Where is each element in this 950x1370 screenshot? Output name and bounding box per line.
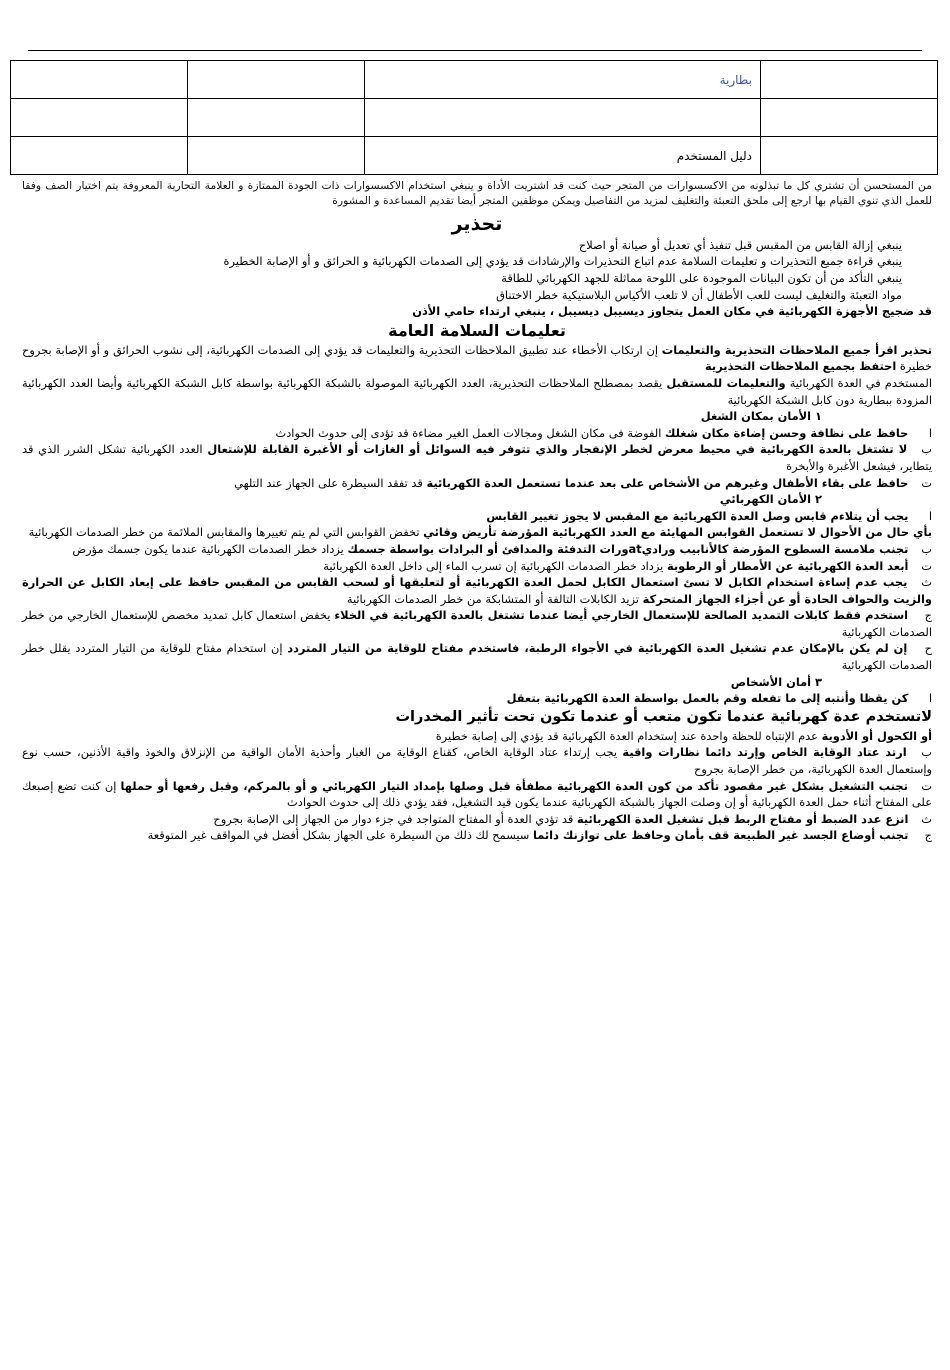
section-heading-workplace: ١ الأمان بمكان الشغل xyxy=(700,409,822,424)
warning-title: تحذير xyxy=(451,212,503,235)
list-item: ب لا تشتغل بالعدة الكهربائية في محيط معرض لخطر الإنفجار والذي تتوفر فيه السوائل أو الغازات أو الأغبرة القابلة للإشتعال العدد الكهربائية تشكل الشرر الذي قد يتطاير، فيشعل الأغبرة والأبخرة xyxy=(22,442,932,473)
warning-item: ينبغي قراءة جميع التحذيرات و تعليمات السلامة عدم اتباع التحذيرات والإرشادات قد يؤدي إلى الصدمات الكهربائية و الحرائق و أو الإصابة الخطيرة xyxy=(223,254,902,269)
list-item: ا كن يقظا وأنتبه إلى ما تفعله وقم بالعمل بواسطة العدة الكهربائية بتعقل xyxy=(506,691,932,706)
warning-item: ينبغي إزالة القابس من المقبس قبل تنفيذ أي تعديل أو صيانة أو اصلاح xyxy=(578,237,902,252)
list-item: بأي حال من الأحوال لا تستعمل القوابس المهايئة مع العدد الكهربائية المؤرضة تأريض وقائي تخفض القوابس التي لم يتم تغييرها والمقابس الملائمة من خطر الصدمات الكهربائية xyxy=(28,525,932,540)
document-body xyxy=(22,178,932,844)
list-item: ا يجب أن يتلاءم قابس وصل العدة الكهربائية مع المقبس لا يجوز تغيير القابس xyxy=(486,508,932,523)
section-heading-electrical: ٢ الأمان الكهربائي xyxy=(719,492,822,507)
list-item: ب تجنب ملامسة السطوح المؤرضة كالأنابيب وراديatورات التدفئة والمدافئ أو البرادات بواسطة جسمك يزداد خطر الصدمات الكهربائية عندما يكون جسمك مؤرض xyxy=(72,541,932,556)
list-item: ث يجب عدم إساءة استخدام الكابل لا تسئ استعمال الكابل لحمل العدة الكهربائية أو لتعليقها أو لسحب القابس من المقبس حافظ على إبعاد الكابل عن الحرارة والزيت والحواف الحادة أو عن أجزاء الجهاز المتحركة تزيد الكابلات التالفة أو المتشابكة من خطر الصدمات الكهربائية xyxy=(22,575,932,606)
table-row xyxy=(11,99,938,137)
fatigue-warning: لاتستخدم عدة كهربائية عندما تكون متعب أو عندما تكون تحت تأثير المخدرات xyxy=(395,708,932,725)
section-heading-personal: ٣ أمان الأشخاص xyxy=(730,674,822,689)
top-rule xyxy=(28,50,922,51)
list-item: ج استخدم فقط كابلات التمديد الصالحة للإستعمال الخارجي أيضا عندما تشتغل بالعدة الكهربائية في الخلاء يخفض استعمال كابل تمديد مخصص للإستعمال الخارجي من خطر الصدمات الكهربائية xyxy=(22,608,932,639)
table-row xyxy=(11,61,938,99)
list-item: أو الكحول أو الأدوية عدم الإنتباه للحظة واحدة عند إستخدام العدة الكهربائية قد يؤدي إلى إصابة خطيرة xyxy=(435,728,932,743)
header-table xyxy=(10,60,938,175)
warning-item: مواد التعبئة والتغليف ليست للعب الأطفال أن لا تلعب الأكياس البلاستيكية خطر الاختناق xyxy=(496,287,902,302)
list-item: ج تجنب أوضاع الجسد غير الطبيعة قف بأمان وحافظ على توازنك دائما سيسمح لك ذلك من السيطرة على الجهاز بشكل أفضل في المواقف غير المتوقعة xyxy=(147,828,932,843)
list-item: ت أبعد العدة الكهربائية عن الأمطار أو الرطوبة يزداد خطر الصدمات الكهربائية إن تسرب الماء إلى داخل العدة الكهربائية xyxy=(323,558,932,573)
table-row xyxy=(11,137,938,175)
list-item: ت حافظ على بقاء الأطفال وغيرهم من الأشخاص على بعد عندما تستعمل العدة الكهربائية قد تفقد السيطرة على الجهاز عند التلهي xyxy=(234,475,932,490)
intro-paragraph: من المستحسن أن تشتري كل ما تبذلونه من الاكسسوارات من المتجر حيث كنت قد اشتريت الأداة و ينبغي استخدام الاكسسوارات ذات الجودة الممتازة و العلامة التجارية المعروفة يتم اختيار الصف وفقا للعمل الذي تنوي القيام بها ارجع إلى ملحق التعبئة والتغليف لمزيد من التفاصيل ويمكن موظفين المتجر أيضا تقديم المساعدة و المشورة xyxy=(22,179,932,208)
list-item: ب ارتد عتاد الوقاية الخاص وإرتد دائما نظارات واقية يجب إرتداء عتاد الوقاية الخاص، كقناع الوقاية من الغبار وأحذية الأمان الواقية من الإنزلاق والخوذ واقية الأذنين، حسب نوع وإستعمال العدة الكهربائية، من خطر الإصابة بجروح xyxy=(22,745,933,777)
paragraph-definition: المستخدم في العدة الكهربائية والتعليمات للمستقبل يقصد بمصطلح الملاحظات التحذيرية، العدد الكهربائية الموصولة بالشبكة الكهربائية بواسطة كابل الشبكة الكهربائية وأيضا العدد الكهربائية المزودة ببطارية دون كابل الشبكة الكهربائية xyxy=(22,375,932,407)
list-item: ث انزع عدد الضبط أو مفتاح الربط قبل تشغيل العدة الكهربائية قد تؤدي العدة أو المفتاح المتواجد في جزء دوار من الجهاز إلى الإصابة بجروح xyxy=(213,811,932,826)
user-guide-cell: دليل المستخدم xyxy=(365,137,761,175)
noise-warning: قد ضجيج الأجهزة الكهربائية في مكان العمل يتجاوز ديسيبل ديسيبل ، ينبغي ارتداء حامي الأذن xyxy=(412,304,932,319)
battery-cell: بطارية xyxy=(365,61,761,99)
list-item: ت تجنب التشغيل بشكل غير مقصود تأكد من كون العدة الكهربائية مطفأة قبل وصلها بإمداد التيار الكهربائي و أو بالمركم، وقبل رفعها أو حملها إن كنت تضع إصبعك على المفتاح أثناء حمل العدة الكهربائية أو إن وصلت الجهاز بالشبكة الكهربائية عندما يكون قيد التشغيل، فقد يؤدي ذلك إلى حدوث الحوادث xyxy=(22,778,933,810)
list-item: ا حافظ على نظافة وحسن إضاءة مكان شغلك الفوضة فى مكان الشغل ومجالات العمل الغير مضاءة قد تؤدى إلى حدوث الحوادث xyxy=(275,425,932,440)
safety-title: تعليمات السلامة العامة xyxy=(388,320,566,340)
paragraph-warning-read: تحذير اقرأ جميع الملاحظات التحذيرية والتعليمات إن ارتكاب الأخطاء عند تطبيق الملاحظات التحذيرية والتعليمات قد يؤدي إلى الصدمات الكهربائية، إلى نشوب الحرائق و أو الإصابة بجروح خطيرة احتفظ بجميع الملاحظات التحذيرية xyxy=(22,342,932,374)
warning-item: ينبغي التأكد من أن تكون البيانات الموجودة على اللوحة مماثلة للجهد الكهربائي للطاقة xyxy=(501,271,902,285)
list-item: ح إن لم يكن بالإمكان عدم تشغيل العدة الكهربائية في الأجواء الرطبة، فاستخدم مفتاح للوقاية من التيار المتردد إن استخدام مفتاح للوقاية من التيار المتردد يقلل خطر الصدمات الكهربائية xyxy=(22,641,933,673)
